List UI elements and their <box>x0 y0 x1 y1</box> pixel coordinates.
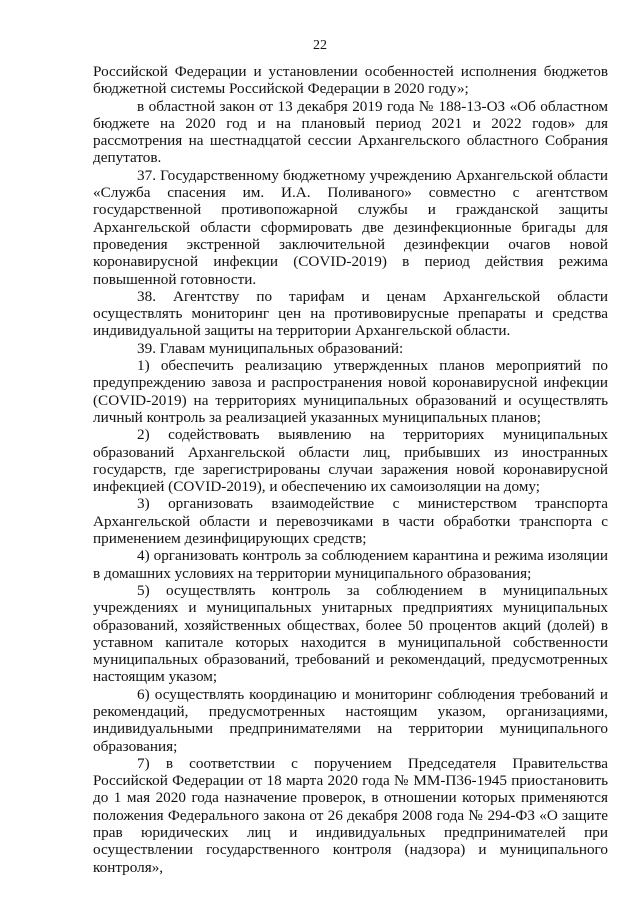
paragraph-37: 37. Государственному бюджетному учреждению Архангельской области «Служба спасения им. И.А. Поливаного» совместно с агентством государственной противопожарной службы и гражданской защиты Архангельской области сформировать две дезинфекционные бригады для проведения экстренной заключительной дезинфекции очагов новой коронавирусной инфекции (COVID-2019) в период действия режима повышенной готовности. <box>93 166 608 288</box>
paragraph-39: 39. Главам муниципальных образований: <box>137 339 404 357</box>
list-item-4: 4) организовать контроль за соблюдением карантина и режима изоляции в домашних условиях на территории муниципального образования; <box>93 547 608 582</box>
paragraph-continuation: Российской Федерации и установлении особенностей исполнения бюджетов бюджетной системы Российской Федерации в 2020 году»; <box>93 63 608 98</box>
list-item-1: 1) обеспечить реализацию утвержденных планов мероприятий по предупреждению завоза и распространения новой коронавирусной инфекции (COVID-2019) на территориях муниципальных образований и осуществлять личный контроль за реализацией указанных муниципальных планов; <box>93 357 608 426</box>
list-item-6: 6) осуществлять координацию и мониторинг соблюдения требований и рекомендаций, предусмотренных настоящим указом, организациями, индивидуальными предпринимателями на территории муниципального образования; <box>93 685 608 755</box>
list-item-2: 2) содействовать выявлению на территориях муниципальных образований Архангельской области лиц, прибывших из иностранных государств, где зарегистрированы случаи заражения новой коронавирусной инфекцией (COVID-2019), и обеспечению их самоизоляции на дому; <box>93 426 608 496</box>
paragraph-regional-law: в областной закон от 13 декабря 2019 года № 188-13-ОЗ «Об областном бюджете на 2020 год и на плановый период 2021 и 2022 годов» для рассмотрения на шестнадцатой сессии Архангельского областного Собрания депутатов. <box>93 97 608 167</box>
list-item-3: 3) организовать взаимодействие с министерством транспорта Архангельской области и перевозчиками в части обработки транспорта с применением дезинфицирующих средств; <box>93 495 608 548</box>
document-body <box>93 63 608 876</box>
list-item-7: 7) в соответствии с поручением Председателя Правительства Российской Федерации от 18 марта 2020 года № ММ-П36-1945 приостановить до 1 мая 2020 года назначение проверок, в отношении которых применяются положения Федерального закона от 26 декабря 2008 года № 294-ФЗ «О защите прав юридических лиц и индивидуальных предпринимателей при осуществлении государственного контроля (надзора) и муниципального контроля», <box>93 754 608 876</box>
page-number: 22 <box>313 38 327 53</box>
list-item-5: 5) осуществлять контроль за соблюдением в муниципальных учреждениях и муниципальных унитарных предприятиях муниципальных образований, хозяйственных обществах, более 50 процентов акций (долей) в уставном капитале которых находится в муниципальной собственности муниципальных образований, требований и рекомендаций, предусмотренных настоящим указом; <box>93 581 608 686</box>
paragraph-38: 38. Агентству по тарифам и ценам Архангельской области осуществлять мониторинг цен на противовирусные препараты и средства индивидуальной защиты на территории Архангельской области. <box>93 287 608 340</box>
